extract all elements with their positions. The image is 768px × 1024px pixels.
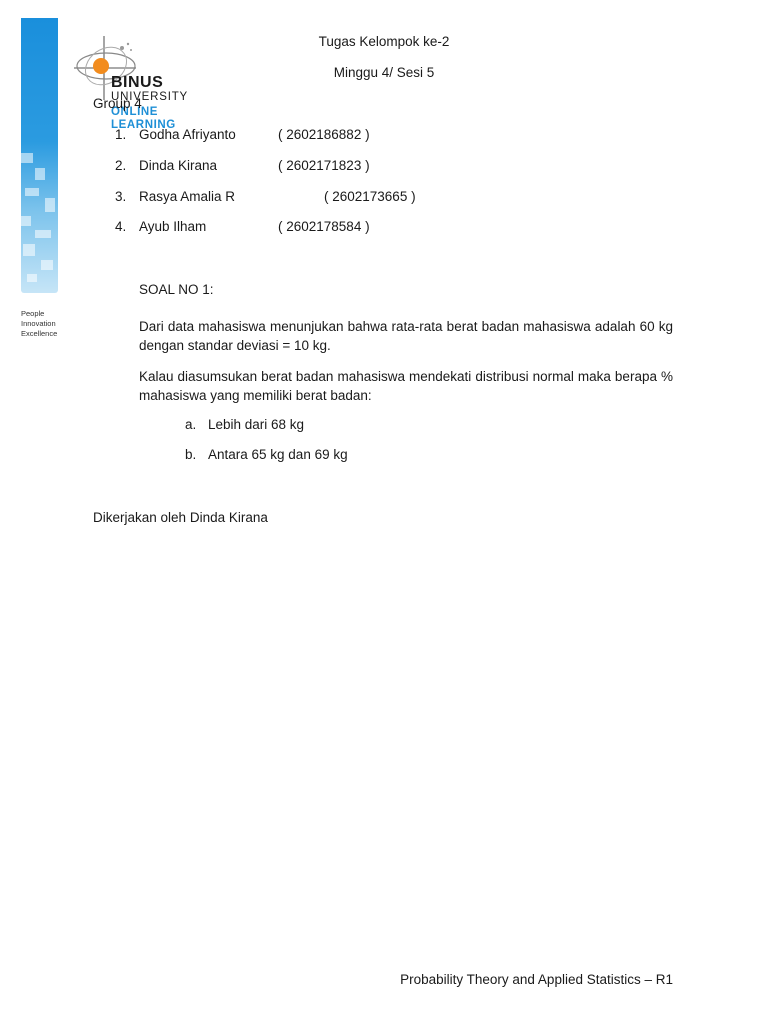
member-name: Rasya Amalia R: [139, 189, 236, 204]
member-number: 3.: [115, 189, 127, 204]
member-name: Ayub Ilham: [139, 219, 207, 234]
member-name: Dinda Kirana: [139, 158, 218, 173]
credit-label: Dikerjakan oleh: [93, 510, 187, 525]
tagline-people: People: [21, 309, 45, 318]
question-paragraph-1: Dari data mahasiswa menunjukan bahwa rata-rata berat badan mahasiswa adalah 60 kg dengan standar deviasi = 10 kg.: [139, 319, 673, 353]
item-letter: a.: [185, 417, 197, 432]
decorative-side-strip: [21, 18, 58, 293]
member-id: ( 2602178584 ): [278, 219, 370, 234]
logo-binus-text: BINUS: [111, 74, 164, 91]
credit-line: [93, 510, 268, 525]
item-text: Lebih dari 68 kg: [208, 417, 305, 432]
logo-university-text: UNIVERSITY: [111, 91, 189, 103]
member-id: ( 2602171823 ): [278, 158, 370, 173]
tagline-excellence: Excellence: [21, 329, 58, 338]
question-heading: SOAL NO 1:: [139, 282, 214, 297]
item-text: Antara 65 kg dan 69 kg: [208, 447, 348, 462]
member-id: ( 2602186882 ): [278, 127, 370, 142]
question-paragraph-2: Kalau diasumsukan berat badan mahasiswa mendekati distribusi normal maka berapa % mahasiswa yang memiliki berat badan:: [139, 369, 673, 403]
member-number: 4.: [115, 219, 127, 234]
member-name: Godha Afriyanto: [139, 127, 236, 142]
credit-name: Dinda Kirana: [189, 510, 268, 525]
member-id: ( 2602173665 ): [324, 189, 416, 204]
tagline-innovation: Innovation: [21, 319, 56, 328]
member-number: 1.: [115, 127, 127, 142]
document-title: Tugas Kelompok ke-2: [318, 34, 450, 49]
logo-learning-text: LEARNING: [111, 119, 176, 131]
document-subtitle: Minggu 4/ Sesi 5: [333, 65, 435, 80]
logo-online-text: ONLINE: [111, 106, 159, 118]
page-footer: Probability Theory and Applied Statistics – R1: [400, 972, 673, 987]
group-label: Group 4: [93, 96, 142, 111]
item-letter: b.: [185, 447, 197, 462]
tagline: [21, 309, 57, 339]
member-number: 2.: [115, 158, 127, 173]
